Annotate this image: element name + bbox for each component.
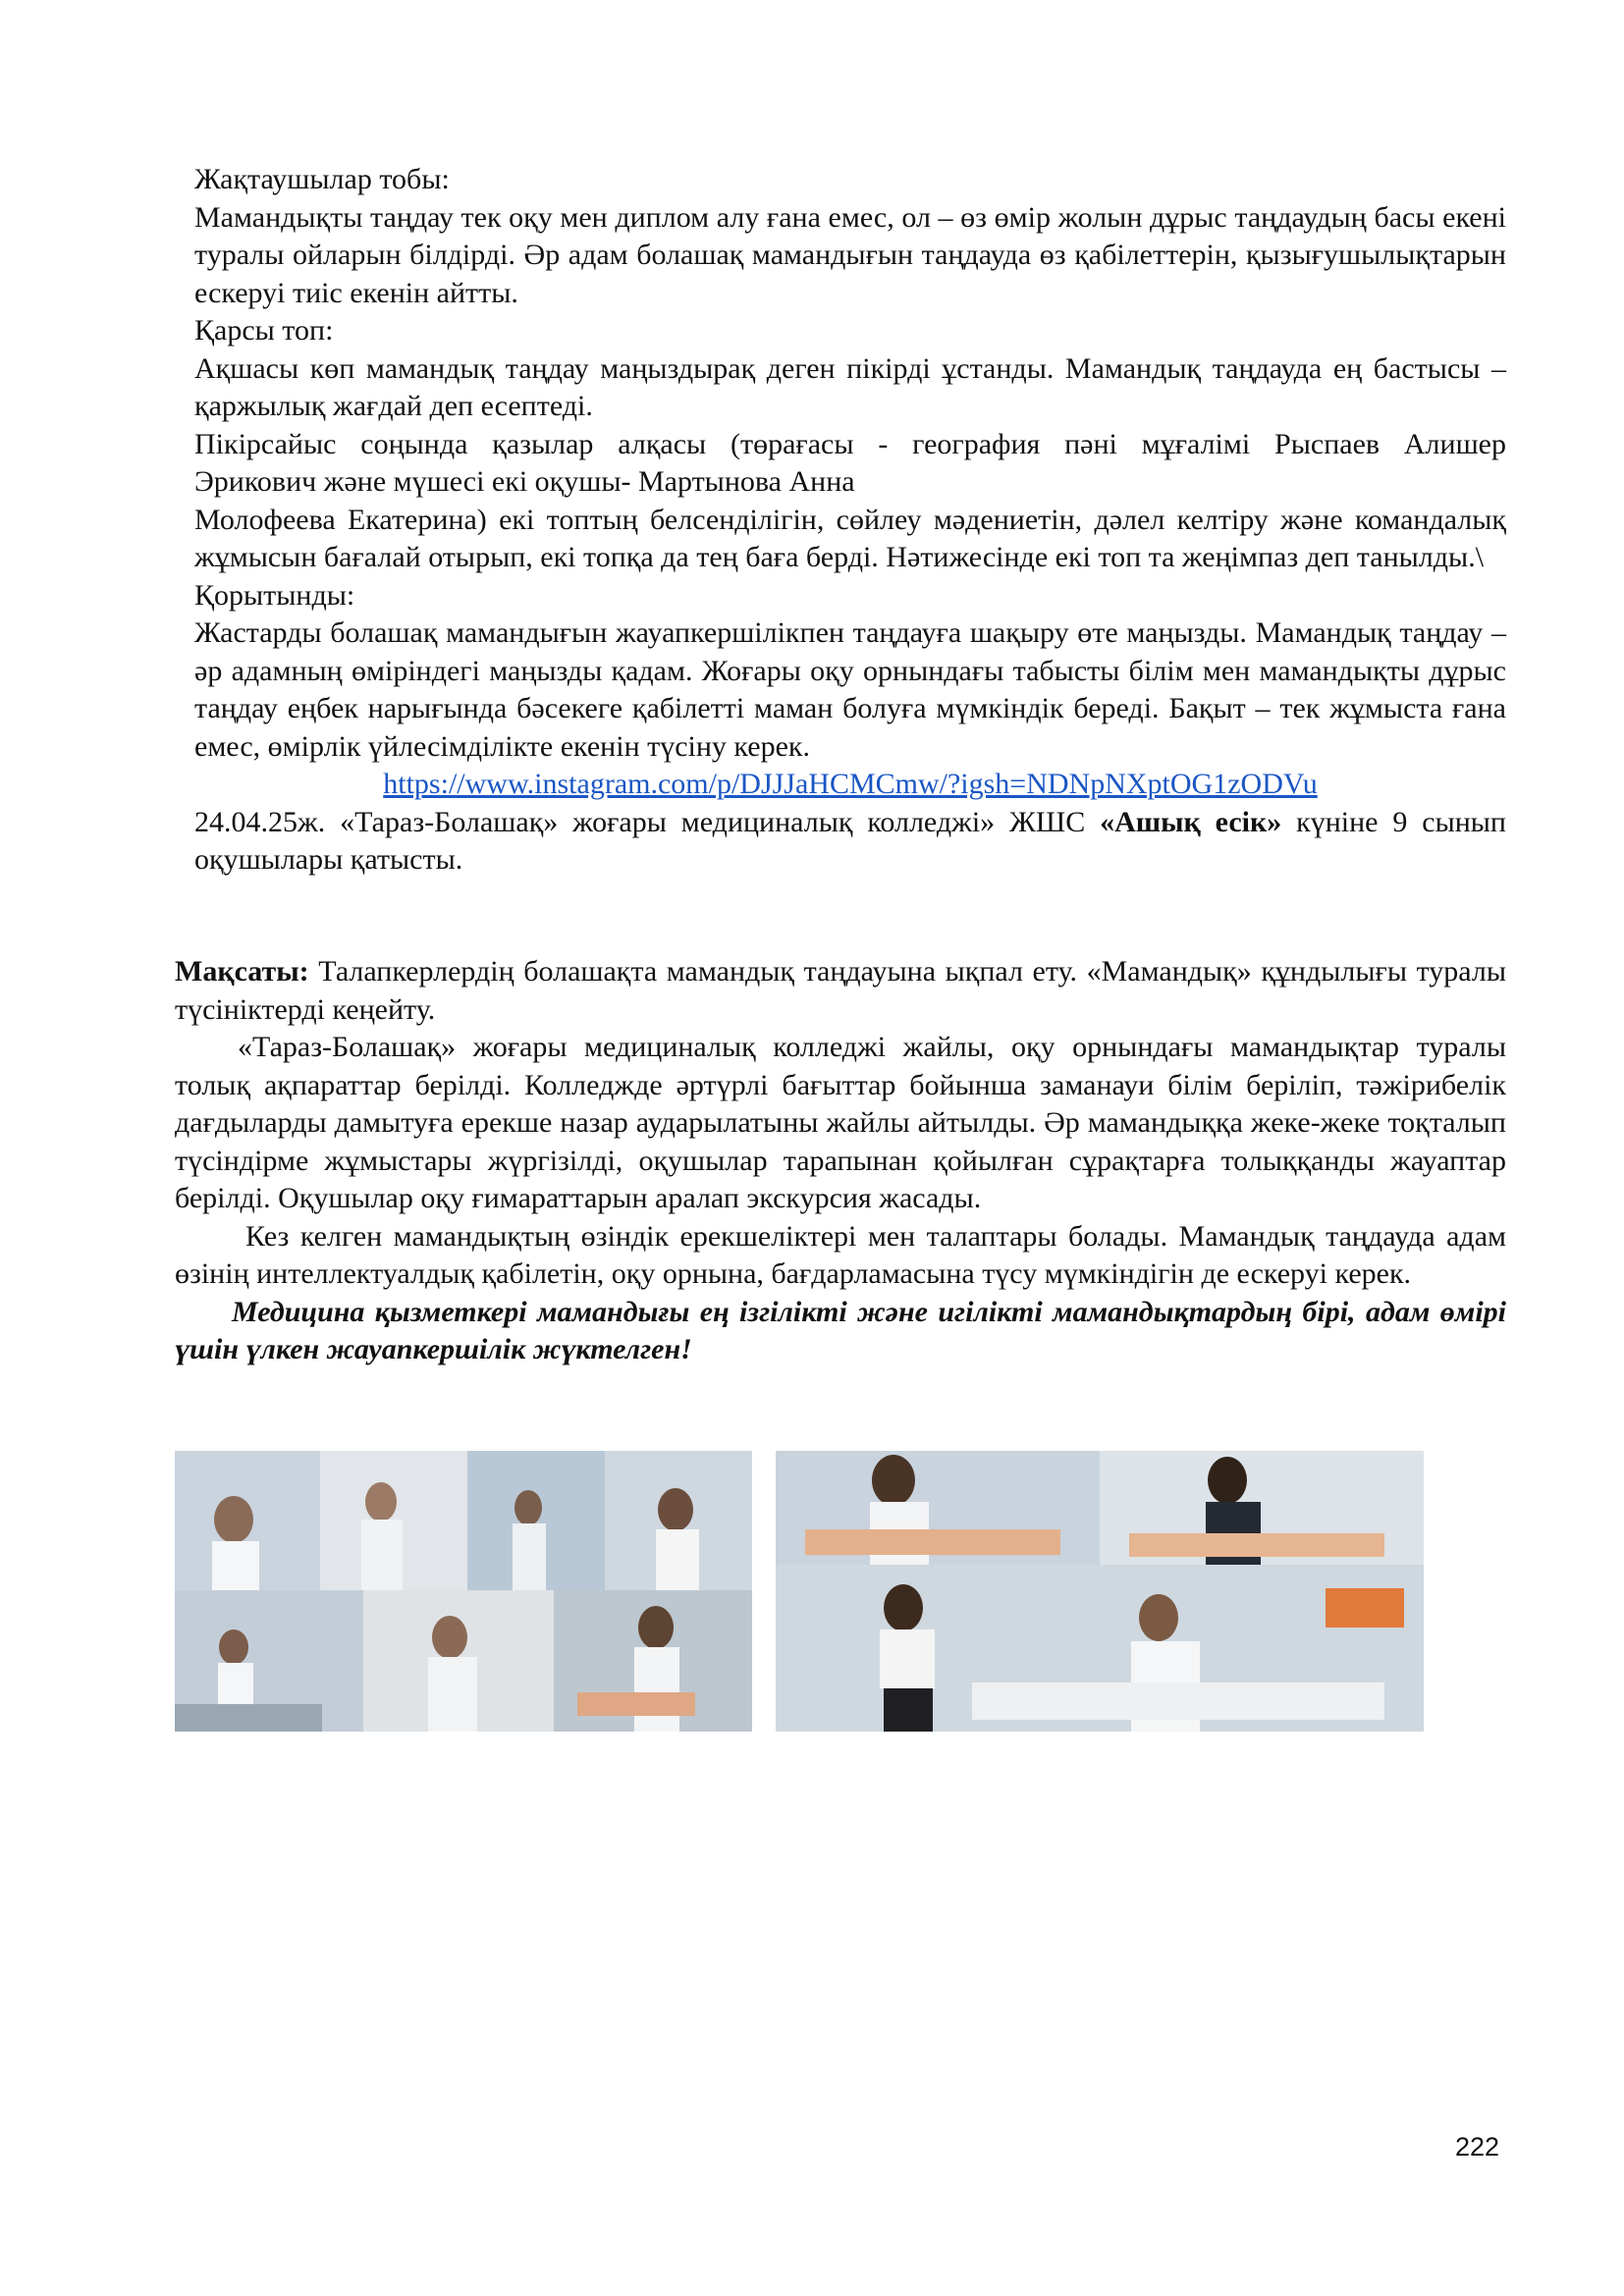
instagram-link-line (194, 766, 1506, 804)
goal-text: Талапкерлердің болашақта мамандық таңдауына ықпал ету. «Мамандық» құндылығы туралы түсініктерді кеңейту. (175, 955, 1506, 1026)
college-paragraph: «Тараз-Болашақ» жоғары медициналық колледжі жайлы, оқу орнындағы мамандықтар туралы толық ақпараттар берілді. Колледжде әртүрлі бағыттар бойынша заманауи білім беріліп, тәжірибелік дағдыларды дамытуға ерекше назар аударылатыны жайлы айтылды. Әр мамандыққа жеке-жеке тоқталып түсіндірме жұмыстары жүргізілді, оқушылар тарапынан қойылған сұрақтарға толыққанды жауаптар берілді. Оқушылар оқу ғимараттарын аралап экскурсия жасады. (175, 1031, 1506, 1214)
jury-line-3: Молофеева Екатерина) екі топтың белсенділігін, сөйлеу мәдениетін, дәлел келтіру және командалық жұмысын бағалай отырып, екі топқа да тең баға берді. Нәтижесінде екі топ та жеңімпаз деп танылды.\ (194, 503, 1506, 573)
support-team-text: Мамандықты таңдау тек оқу мен диплом алу ғана емес, ол – өз өмір жолын дұрыс таңдаудың басы екені туралы ойларын білдірді. Әр адам болашақ мамандығын таңдауда өз қабілеттерін, қызығушылықтарын ескеруі тиіс екенін айтты. (194, 200, 1506, 309)
event-paragraph (194, 804, 1506, 880)
event-date-prefix: 24.04.25ж. «Тараз-Болашақ» жоғары медициналық колледжі» ЖШС (194, 805, 1101, 838)
conclusion-text: Жастарды болашақ мамандығын жауапкершілікпен таңдауға шақыру өте маңызды. Мамандық таңдау – әр адамның өміріндегі маңызды қадам. Жоғары оқу орнындағы табысты білім мен мамандықты дұрыс таңдау еңбек нарығында бәсекеге қабілетті маман болуға мүмкіндік береді. Бақыт – тек жұмыста ғана емес, өмірлік үйлесімділікте екенін түсіну керек. (194, 616, 1506, 763)
closing-quote: Медицина қызметкері мамандығы ең ізгілікті және игілікті мамандықтардың бірі, адам өмірі үшін үлкен жауапкершілік жүктелген! (175, 1295, 1506, 1365)
photo-collage-right (776, 1451, 1424, 1732)
event-name: «Ашық есік» (1100, 805, 1282, 838)
goal-paragraph (175, 953, 1506, 1029)
event-suffix: күніне 9 сынып оқушылары қатысты. (194, 805, 1506, 876)
jury-line-2: Эрикович және мүшесі екі оқушы- Мартынова Анна (194, 465, 855, 498)
photo-collage-right-image (776, 1451, 1424, 1732)
instagram-link[interactable]: https://www.instagram.com/p/DJJJaHCMCmw/?igsh=NDNpNXptOG1zODVu (383, 768, 1318, 800)
support-team-section (194, 161, 1506, 880)
photo-collage-left (175, 1451, 752, 1732)
opposing-team-text: Ақшасы көп мамандық таңдау маңыздырақ деген пікірді ұстанды. Мамандық таңдауда ең бастысы – қаржылық жағдай деп есептеді. (194, 351, 1506, 422)
opposing-team-heading: Қарсы топ: (194, 314, 334, 347)
photo-collage-left-image (175, 1451, 752, 1732)
conclusion-heading: Қорытынды: (194, 578, 355, 612)
goal-label: Мақсаты: (175, 955, 309, 988)
jury-line-1: Пікірсайыс соңында қазылар алқасы (төрағасы - география пәні мұғалімі Рыспаев Алишер (194, 427, 1506, 460)
page-number: 222 (1455, 2132, 1500, 2162)
choice-paragraph: Кез келген мамандықтың өзіндік ерекшеліктері мен талаптары болады. Мамандық таңдауда адам өзінің интеллектуалдық қабілетін, оқу орнына, бағдарламасына түсу мүмкіндігін де ескеруі керек. (175, 1219, 1506, 1290)
goal-section (175, 953, 1506, 1369)
support-team-heading: Жақтаушылар тобы: (194, 163, 450, 195)
